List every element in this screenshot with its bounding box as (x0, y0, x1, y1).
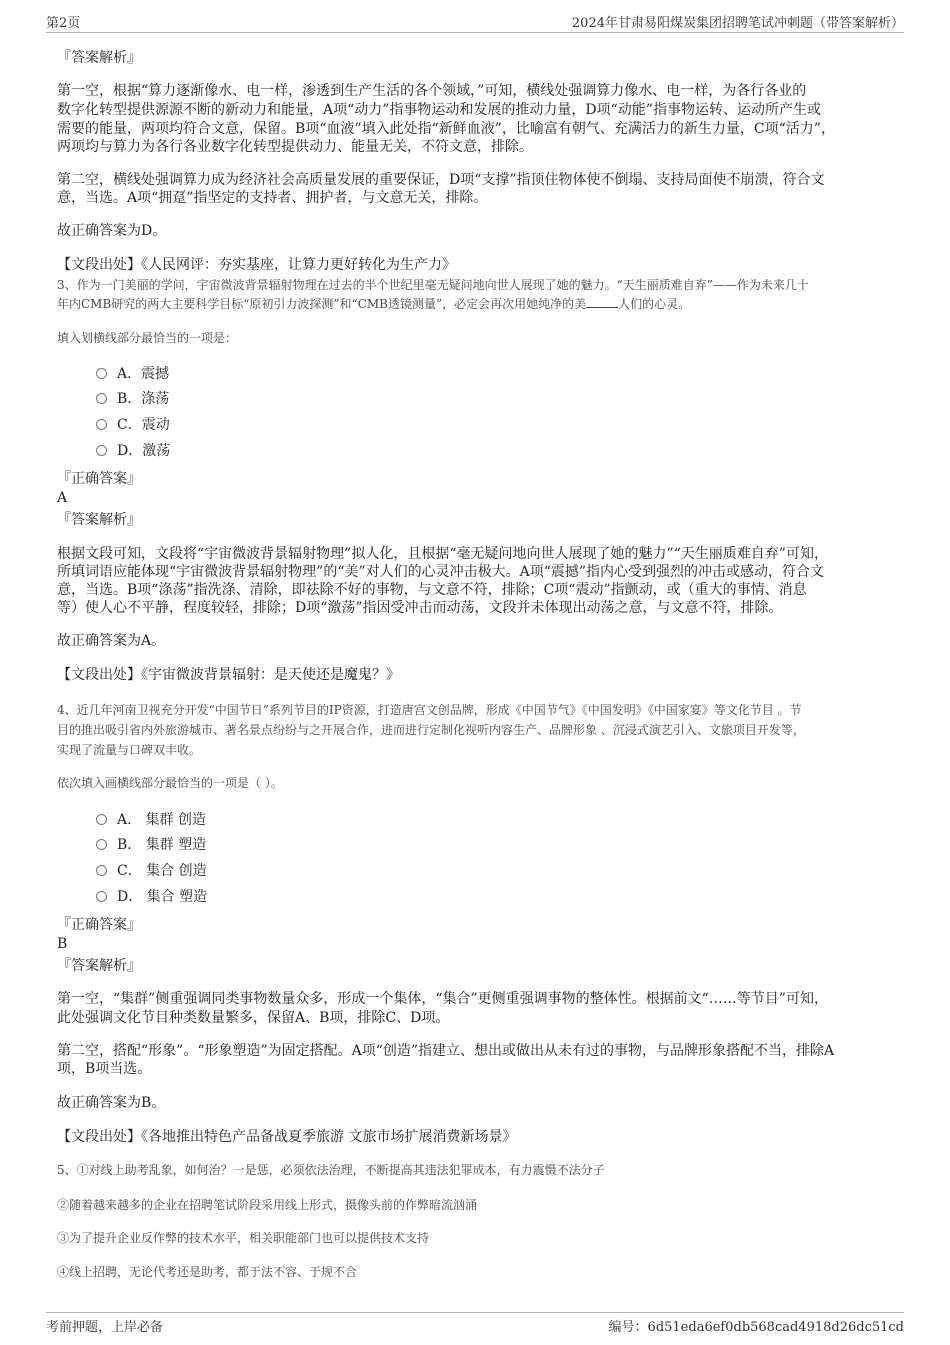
q4-stem-line: 目的推出吸引省内外旅游城市、著名景点纷纷与之开展合作，进而进行定制化视听内容生产、品牌形象 、沉浸式演艺引入、文旅项目开发等， (57, 723, 805, 737)
q5-line: 5、①对线上助考乱象，如何治？一是惩，必须依法治理，不断提高其违法犯罪成本，有力震慑不法分子 (57, 1163, 605, 1177)
q3-analysis-line: 根据文段可知，文段将“宇宙微波背景辐射物理”拟人化，且根据“毫无疑问地向世人展现了她的魅力”“天生丽质难自弃”可知， (57, 546, 828, 562)
q4-analysis-line: 第二空，搭配“形象”。“形象塑造”为固定搭配。A项“创造”指建立、想出或做出从未有过的事物，与品牌形象搭配不当，排除A (57, 1043, 835, 1059)
radio-icon[interactable] (96, 839, 107, 850)
q2-analysis-line: 第一空，根据“算力逐渐像水、电一样，渗透到生产生活的各个领域，”可知，横线处强调算力像水、电一样，为各行各业的 (57, 83, 807, 99)
q4-option-a[interactable] (96, 812, 206, 828)
q3-analysis-label: 『答案解析』 (57, 512, 141, 528)
page-footer (46, 1312, 904, 1335)
q4-answer: B (57, 936, 68, 952)
fill-blank (586, 297, 618, 308)
source-label: 【文段出处】 (57, 257, 141, 273)
q3-stem-line: 3、作为一门美丽的学问，宇宙微波背景辐射物理在过去的半个世纪里毫无疑问地向世人展现了她的魅力。“天生丽质难自弃”——作为未来几十 (57, 278, 809, 292)
option-label: D． 集合 塑造 (117, 889, 208, 905)
q2-analysis-line: 第二空，横线处强调算力成为经济社会高质量发展的重要保证，D项“支撑”指顶住物体使不倒塌、支持局面使不崩溃，符合文 (57, 172, 825, 188)
q2-conclusion: 故正确答案为D。 (57, 223, 167, 239)
q2-analysis-line: 数字化转型提供源源不断的新动力和能量，A项“动力”指事物运动和发展的推动力量，D项“动能”指事物运转、运动所产生或 (57, 102, 821, 118)
radio-icon[interactable] (96, 445, 107, 456)
q3-stem-line (57, 297, 690, 311)
q2-source (57, 257, 456, 273)
q3-option-b[interactable] (96, 391, 169, 407)
q2-analysis-label: 『答案解析』 (57, 50, 141, 66)
q4-analysis-line: 项，B项当选。 (57, 1061, 152, 1077)
source-text: 《宇宙微波背景辐射：是天使还是魔鬼？》 (141, 667, 400, 683)
q4-source (57, 1129, 516, 1145)
q3-prompt: 填入划横线部分最恰当的一项是： (57, 331, 238, 345)
q5-line: ③为了提升企业反作弊的技术水平，相关职能部门也可以提供技术支持 (57, 1231, 430, 1245)
radio-icon[interactable] (96, 814, 107, 825)
radio-icon[interactable] (96, 368, 107, 379)
radio-icon[interactable] (96, 419, 107, 430)
q3-option-c[interactable] (96, 417, 170, 433)
q4-conclusion: 故正确答案为B。 (57, 1095, 166, 1111)
document-code: 编号：6d51eda6ef0db568cad4918d26dc51cd (608, 1320, 904, 1335)
q4-analysis-label: 『答案解析』 (57, 958, 141, 974)
q3-conclusion: 故正确答案为A。 (57, 633, 166, 649)
q4-analysis-line: 此处强调文化节目种类数量繁多，保留A、B项，排除C、D项。 (57, 1010, 450, 1026)
footer-slogan: 考前押题，上岸必备 (46, 1320, 164, 1335)
option-label: C． 集合 创造 (117, 863, 207, 879)
document-title: 2024年甘肃易阳煤炭集团招聘笔试冲刺题（带答案解析） (571, 16, 904, 31)
q4-stem-line: 实现了流量与口碑双丰收。 (57, 743, 202, 757)
q3-analysis-line: 所填词语应能体现“宇宙微波背景辐射物理”的“美”对人们的心灵冲击极大。A项“震撼”指内心受到强烈的冲击或感动，符合文 (57, 564, 825, 580)
option-label: C．震动 (117, 417, 170, 433)
q3-option-d[interactable] (96, 443, 170, 459)
source-label: 【文段出处】 (57, 1129, 141, 1145)
radio-icon[interactable] (96, 865, 107, 876)
page-number: 第2页 (46, 16, 81, 31)
q2-analysis-line: 两项均与算力为各行各业数字化转型提供动力、能量无关，不符文意，排除。 (57, 139, 533, 155)
source-text: 《人民网评：夯实基座，让算力更好转化为生产力》 (141, 257, 456, 273)
source-label: 【文段出处】 (57, 667, 141, 683)
option-label: D．激荡 (117, 443, 171, 459)
option-label: B．涤荡 (117, 391, 170, 407)
q3-analysis-line: 等）使人心不平静，程度较轻，排除；D项“激荡”指因受冲击而动荡，文段并未体现出动荡之意，与文意不符，排除。 (57, 600, 783, 616)
q2-analysis-line: 意，当选。A项“拥趸”指坚定的支持者、拥护者，与文意无关，排除。 (57, 190, 488, 206)
q4-option-c[interactable] (96, 863, 207, 879)
radio-icon[interactable] (96, 891, 107, 902)
q3-stem-after-blank: 人们的心灵。 (618, 297, 691, 311)
source-text: 《各地推出特色产品备战夏季旅游 文旅市场扩展消费新场景》 (141, 1129, 517, 1145)
q3-answer-label: 『正确答案』 (57, 471, 141, 487)
q3-analysis-line: 意，当选。B项“涤荡”指洗涤、清除，即祛除不好的事物，与文意不符，排除；C项“震动”指颤动，或（重大的事情、消息 (57, 582, 807, 598)
q4-analysis-line: 第一空，“集群”侧重强调同类事物数量众多，形成一个集体，“集合”更侧重强调事物的整体性。根据前文“……等节目”可知， (57, 991, 828, 1007)
q3-answer: A (57, 490, 68, 506)
q3-stem-before-blank: 年内CMB研究的两大主要科学目标“原初引力波探测”和“CMB透镜测量”，必定会再次用她纯净的美 (57, 297, 587, 311)
q3-option-a[interactable] (96, 366, 169, 382)
q3-source (57, 667, 400, 683)
radio-icon[interactable] (96, 393, 107, 404)
q2-analysis-line: 需要的能量，两项均符合文意，保留。B项“血液”填入此处指“新鲜血液”，比喻富有朝气、充满活力的新生力量，C项“活力”， (57, 121, 835, 137)
option-label: A． 集群 创造 (117, 812, 207, 828)
q5-line: ④线上招聘，无论代考还是助考，都于法不容、于规不合 (57, 1265, 358, 1279)
option-label: B． 集群 塑造 (117, 837, 207, 853)
q4-prompt: 依次填入画横线部分最恰当的一项是（ ）。 (57, 776, 283, 790)
q4-answer-label: 『正确答案』 (57, 917, 141, 933)
q4-option-b[interactable] (96, 837, 206, 853)
q4-stem-line: 4、近几年河南卫视充分开发“中国节日”系列节目的IP资源，打造唐宫文创品牌，形成《中国节气》《中国发明》《中国家宴》等文化节目 。节 (57, 703, 802, 717)
q5-line: ②随着越来越多的企业在招聘笔试阶段采用线上形式，摄像头前的作弊暗流汹涌 (57, 1198, 478, 1212)
q4-option-d[interactable] (96, 889, 207, 905)
option-label: A．震撼 (117, 366, 170, 382)
